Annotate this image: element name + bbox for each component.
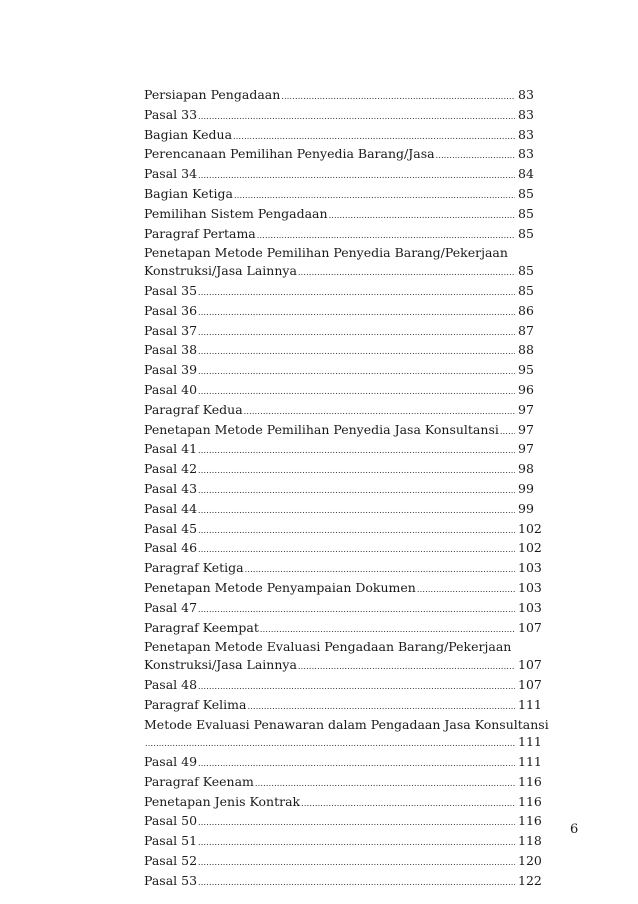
toc-entry-title: Pasal 37 <box>144 322 198 338</box>
toc-entry[interactable] <box>144 341 544 361</box>
dot-leader <box>198 874 515 892</box>
toc-entry-page: 107 <box>518 619 542 635</box>
toc-entry[interactable] <box>144 381 544 401</box>
dot-leader <box>198 324 515 342</box>
toc-entry-title: Pasal 50 <box>144 813 198 829</box>
toc-entry-page: 97 <box>518 421 534 437</box>
toc-entry-title-line1: Penetapan Metode Evaluasi Pengadaan Barang/Pekerjaan <box>144 639 512 655</box>
toc-entry-page: 85 <box>518 185 534 201</box>
toc-entry-page: 116 <box>518 813 542 829</box>
dot-leader <box>145 735 515 753</box>
dot-leader <box>198 343 515 361</box>
dot-leader <box>245 561 515 579</box>
toc-entry-page: 85 <box>518 225 534 241</box>
toc-entry-page: 120 <box>518 853 542 869</box>
toc-entry-title: Pasal 48 <box>144 676 198 692</box>
toc-entry-page: 97 <box>518 401 534 417</box>
toc-entry-page: 85 <box>518 263 534 279</box>
dot-leader <box>234 187 515 205</box>
dot-leader <box>500 423 515 441</box>
toc-entry-title: Pasal 42 <box>144 461 198 477</box>
toc-entry-title: Paragraf Keempat <box>144 619 259 635</box>
dot-leader <box>260 621 515 639</box>
toc-entry[interactable] <box>144 579 544 599</box>
dot-leader <box>233 128 515 146</box>
toc-entry[interactable] <box>144 145 544 165</box>
toc-entry-title: Pasal 38 <box>144 342 198 358</box>
toc-entry[interactable] <box>144 401 544 421</box>
toc-entry[interactable] <box>144 520 544 540</box>
toc-entry-title: Pasal 33 <box>144 106 198 122</box>
toc-entry[interactable] <box>144 812 544 832</box>
toc-entry-title-line1: Penetapan Metode Pemilihan Penyedia Barang/Pekerjaan <box>144 245 508 261</box>
toc-entry-title: Perencanaan Pemilihan Penyedia Barang/Jasa <box>144 146 435 162</box>
toc-entry[interactable] <box>144 322 544 342</box>
dot-leader <box>198 834 515 852</box>
dot-leader <box>198 502 515 520</box>
dot-leader <box>198 678 515 696</box>
dot-leader <box>198 601 515 619</box>
toc-entry-title: Pasal 45 <box>144 520 198 536</box>
toc-entry-page: 118 <box>518 833 542 849</box>
toc-entry[interactable] <box>144 619 544 639</box>
toc-entry-page: 103 <box>518 599 542 615</box>
toc-entry-title: Pasal 46 <box>144 540 198 556</box>
toc-entry-title: Paragraf Pertama <box>144 225 256 241</box>
dot-leader <box>198 167 515 185</box>
toc-entry-title: Pasal 51 <box>144 833 198 849</box>
toc-entry[interactable] <box>144 872 544 892</box>
dot-leader <box>244 403 515 421</box>
toc-entry[interactable] <box>144 225 544 245</box>
toc-entry-page: 85 <box>518 282 534 298</box>
toc-entry[interactable] <box>144 500 544 520</box>
toc-entry[interactable] <box>144 106 544 126</box>
toc-entry-title: Bagian Kedua <box>144 126 233 142</box>
toc-entry-page: 99 <box>518 480 534 496</box>
toc-entry-title: Pasal 40 <box>144 381 198 397</box>
toc-entry[interactable] <box>144 599 544 619</box>
toc-entry[interactable] <box>144 559 544 579</box>
toc-entry-page: 122 <box>518 872 542 888</box>
toc-entry[interactable] <box>144 716 549 754</box>
toc-entry[interactable] <box>144 753 544 773</box>
toc-entry[interactable] <box>144 832 544 852</box>
dot-leader <box>198 814 515 832</box>
toc-entry-title: Pasal 35 <box>144 282 198 298</box>
toc-entry-page: 83 <box>518 106 534 122</box>
dot-leader <box>198 383 515 401</box>
toc-entry-page: 102 <box>518 540 542 556</box>
toc-entry-page: 88 <box>518 342 534 358</box>
toc-entry[interactable] <box>144 539 544 559</box>
toc-entry[interactable] <box>144 244 544 282</box>
toc-entry-title: Bagian Ketiga <box>144 185 233 201</box>
toc-entry-title: Paragraf Kelima <box>144 696 247 712</box>
toc-entry[interactable] <box>144 185 544 205</box>
toc-entry[interactable] <box>144 302 544 322</box>
toc-entry-title: Pasal 39 <box>144 362 198 378</box>
toc-entry-page: 107 <box>518 676 542 692</box>
toc-entry-title: Pasal 36 <box>144 302 198 318</box>
toc-entry-page: 85 <box>518 205 534 221</box>
toc-entry-title: Paragraf Keenam <box>144 773 254 789</box>
toc-entry-page: 103 <box>518 560 542 576</box>
toc-entry[interactable] <box>144 852 544 872</box>
toc-entry[interactable] <box>144 361 544 381</box>
toc-entry-page: 102 <box>518 520 542 536</box>
dot-leader <box>255 775 515 793</box>
toc-entry-title-line1: Metode Evaluasi Penawaran dalam Pengadaan Jasa Konsultansi <box>144 716 549 732</box>
toc-entry[interactable] <box>144 676 544 696</box>
dot-leader <box>247 698 515 716</box>
toc-entry-title: Pasal 41 <box>144 441 198 457</box>
toc-entry-title: Penetapan Metode Pemilihan Penyedia Jasa Konsultansi <box>144 421 499 437</box>
toc-entry-title: Penetapan Jenis Kontrak <box>144 793 301 809</box>
toc-entry[interactable] <box>144 773 544 793</box>
toc-entry-page: 98 <box>518 461 534 477</box>
toc-entry[interactable] <box>144 86 544 106</box>
toc-entry-page: 86 <box>518 302 534 318</box>
toc-entry-title: Pasal 47 <box>144 599 198 615</box>
toc-entry-page: 103 <box>518 579 542 595</box>
toc-entry-page: 111 <box>518 734 542 750</box>
toc-entry-title: Konstruksi/Jasa Lainnya <box>144 657 297 673</box>
toc-entry[interactable] <box>144 793 544 813</box>
toc-entry-page: 83 <box>518 87 534 102</box>
dot-leader <box>198 442 515 460</box>
toc-entry-page: 111 <box>518 754 542 770</box>
toc-entry-title: Persiapan Pengadaan <box>144 87 281 102</box>
dot-leader <box>198 854 515 872</box>
toc-entry[interactable] <box>144 282 544 302</box>
toc-entry[interactable] <box>144 205 544 225</box>
dot-leader <box>198 108 515 126</box>
toc-entry[interactable] <box>144 421 544 441</box>
toc-entry-title: Pasal 44 <box>144 500 198 516</box>
toc-entry-title: Pasal 43 <box>144 480 198 496</box>
dot-leader <box>281 88 515 106</box>
dot-leader <box>329 207 515 225</box>
toc-entry-page: 111 <box>518 696 542 712</box>
toc-entry-page: 83 <box>518 146 534 162</box>
toc-entry-page: 84 <box>518 166 534 182</box>
dot-leader <box>198 363 515 381</box>
toc-entry-title: Pemilihan Sistem Pengadaan <box>144 205 328 221</box>
toc-entry-page: 95 <box>518 362 534 378</box>
toc-entry-title: Pasal 53 <box>144 872 198 888</box>
dot-leader <box>198 755 515 773</box>
dot-leader <box>257 227 515 245</box>
toc-entry[interactable] <box>144 460 544 480</box>
toc-entry[interactable] <box>144 126 544 146</box>
table-of-contents <box>144 86 549 892</box>
toc-entry-title: Konstruksi/Jasa Lainnya <box>144 263 297 279</box>
toc-entry[interactable] <box>144 165 544 185</box>
dot-leader <box>198 284 515 302</box>
dot-leader <box>298 264 515 282</box>
dot-leader <box>298 658 515 676</box>
toc-entry-title: Paragraf Kedua <box>144 401 243 417</box>
dot-leader <box>198 482 515 500</box>
dot-leader <box>198 462 515 480</box>
dot-leader <box>198 522 515 540</box>
toc-entry[interactable] <box>144 440 544 460</box>
toc-entry[interactable] <box>144 638 544 676</box>
toc-entry-title: Pasal 49 <box>144 754 198 770</box>
dot-leader <box>198 304 515 322</box>
dot-leader <box>417 581 515 599</box>
toc-entry-title: Penetapan Metode Penyampaian Dokumen <box>144 579 416 595</box>
toc-entry-page: 83 <box>518 126 534 142</box>
toc-entry-page: 107 <box>518 657 542 673</box>
toc-entry[interactable] <box>144 480 544 500</box>
toc-entry-title: Pasal 52 <box>144 853 198 869</box>
dot-leader <box>301 795 515 813</box>
dot-leader <box>436 147 515 165</box>
toc-entry-page: 99 <box>518 500 534 516</box>
toc-entry-title: Paragraf Ketiga <box>144 560 244 576</box>
toc-entry-title: Pasal 34 <box>144 166 198 182</box>
toc-entry-page: 87 <box>518 322 534 338</box>
toc-entry-page: 116 <box>518 793 542 809</box>
dot-leader <box>198 541 515 559</box>
page-number: 6 <box>570 822 579 837</box>
toc-entry-page: 116 <box>518 773 542 789</box>
toc-entry[interactable] <box>144 696 544 716</box>
toc-entry-page: 97 <box>518 441 534 457</box>
toc-entry-page: 96 <box>518 381 534 397</box>
